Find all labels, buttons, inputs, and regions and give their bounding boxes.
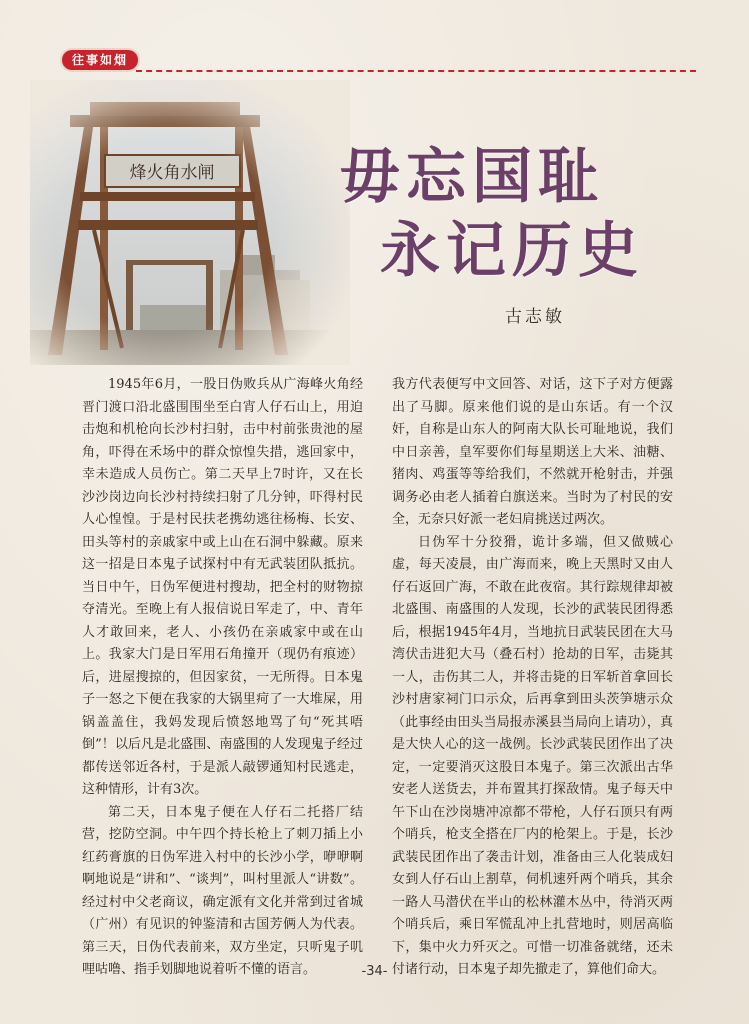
paragraph: 1945年6月，一股日伪败兵从广海峰火角经晋门渡口沿北盛围围坐至白宵人仔石山上，用迫击炮和机枪向长沙村扫射，击中村前张贵池的屋角，吓得在禾场中的群众惊惶失措，逃回家中，幸未造成人员伤亡。第二天早上7时许，又在长沙沙岗边向长沙村持续扫射了几分钟，吓得村民人心惶惶。于是村民扶老携幼逃往杨梅、长安、田头等村的亲戚家中或上山在石洞中躲藏。原来这一招是日本鬼子试探村中有无武装团队抵抗。当日中午，日伪军便进村搜劫，把全村的财物掠夺清光。至晚上有人报信说日军走了，中、青年人才敢回来，老人、小孩仍在亲戚家中或在山上。我家大门是日军用石角撞开（现仍有痕迹）后，进屋搜掠的，但因家贫，一无所得。日本鬼子一怒之下便在我家的大锅里疴了一大堆屎，用锅盖盖住，我妈发现后愤怒地骂了句“死其唔倒”！以后凡是北盛围、南盛围的人发现鬼子经过都传送邻近各村，于是派人敲锣通知村民逃走，这种情形，计有3次。 bbox=[82, 377, 363, 797]
page-number: -34- bbox=[361, 964, 388, 979]
left-column bbox=[82, 374, 363, 982]
article-title bbox=[340, 140, 720, 288]
right-column bbox=[392, 374, 673, 982]
hero-photo bbox=[30, 80, 350, 365]
paragraph: 我方代表便写中文回答、对话，这下子对方便露出了马脚。原来他们说的是山东话。有一个汉奸，自称是山东人的阿南大队长可耻地说，我们中日亲善，皇军要你们每星期送上大米、油糖、猪肉、鸡蛋等等给我们，不然就开枪射击，并强调务必由老人插着白旗送来。当时为了村民的安全，无奈只好派一老妇肩挑送过两次。 bbox=[392, 377, 673, 527]
header-divider bbox=[136, 70, 696, 75]
paragraph: 第二天，日本鬼子便在人仔石二托搭厂结营，挖防空洞。中午四个持长枪上了刺刀插上小红药膏旗的日伪军进入村中的长沙小学，咿咿啊啊地说是“讲和”、“谈判”，叫村里派人“讲数”。经过村中父老商议，确定派有文化并常到过省城（广州）有见识的钟鉴清和古国芳俩人为代表。第三天，日伪代表前来，双方坐定，只听鬼子叽哩咕噜、指手划脚地说着听不懂的语言。 bbox=[82, 804, 363, 977]
author-name: 古志敏 bbox=[505, 307, 565, 327]
title-line-2: 永记历史 bbox=[380, 216, 644, 286]
paragraph: 日伪军十分狡猾，诡计多端，但又做贼心虚，每天凌晨，由广海而来，晚上天黑时又由人仔石返回广海，不敢在此夜宿。其行踪规律却被北盛围、南盛围的人发现，长沙的武装民团得悉后，根据1945年4月，当地抗日武装民团在大马湾伏击进犯大马（叠石村）抢劫的日军，击毙其一人，击伤其二人，并将击毙的日军斩首拿回长沙村唐家祠门口示众，后再拿到田头茨笋塘示众（此事经由田头当局报赤溪县当局向上请功），真是大快人心的这一战例。长沙武装民团作出了决定，一定要消灭这股日本鬼子。第三次派出古华安老人送货去，并布置其打探敌情。鬼子每天中午下山在沙岗塘冲凉都不带枪，人仔石顶只有两个哨兵，枪支全搭在厂内的枪架上。于是，长沙武装民团作出了袭击计划，准备由三人化装成妇女到人仔石山上割草，伺机速歼两个哨兵，其余一路人马潜伏在半山的松林灌木丛中，待消灭两个哨兵后，乘日军慌乱冲上扎营地时，则居高临下，集中火力歼灭之。可惜一切准备就绪，还未付诸行动，日本鬼子却先撤走了，算他们命大。 bbox=[392, 534, 673, 977]
title-line-1: 毋忘国耻 bbox=[340, 142, 604, 212]
section-tag: 往事如烟 bbox=[62, 50, 138, 70]
